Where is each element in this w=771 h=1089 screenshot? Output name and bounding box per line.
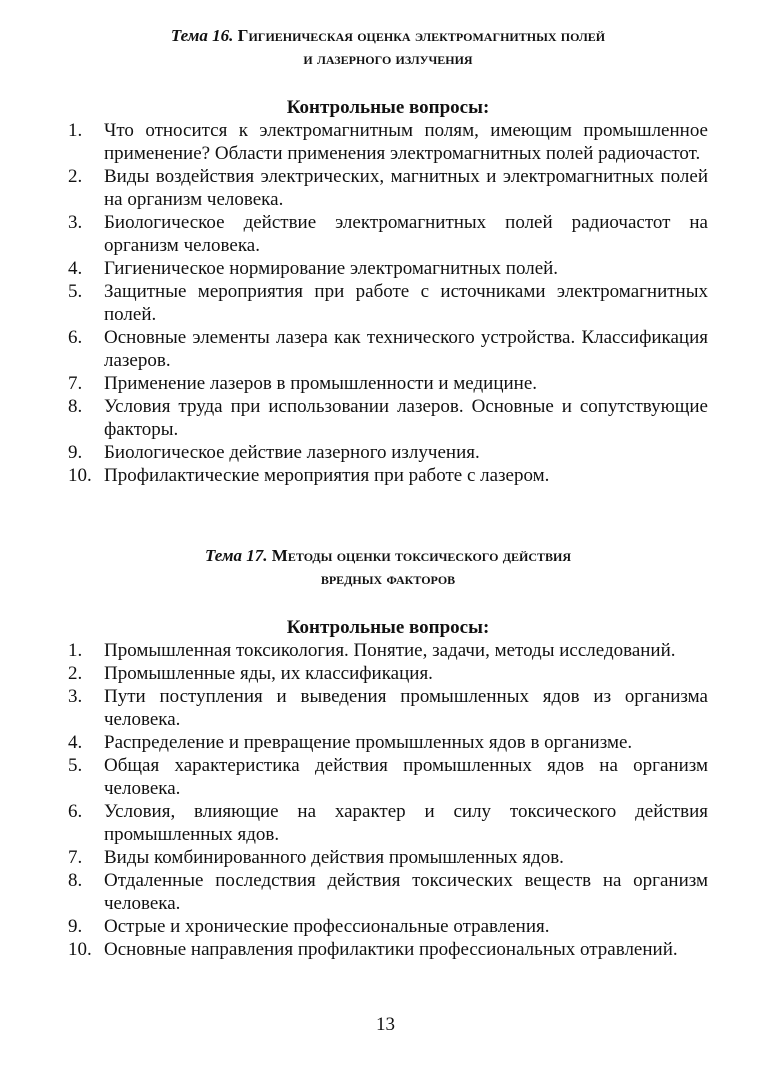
question-number: 6.	[68, 801, 83, 822]
question-item	[68, 915, 708, 938]
question-text: Основные элементы лазера как технического устройства. Классификация лазеров.	[104, 327, 708, 371]
topic-17-title	[68, 544, 708, 590]
question-text: Применение лазеров в промышленности и медицине.	[104, 373, 538, 394]
question-text: Общая характеристика действия промышленных ядов на организм человека.	[104, 755, 708, 799]
question-item	[68, 326, 708, 372]
topic-16-title-line2: и лазерного излучения	[303, 49, 473, 68]
question-text: Что относится к электромагнитным полям, имеющим промышленное применение? Области применения электромагнитных полей радиочастот.	[104, 120, 708, 164]
question-item	[68, 731, 708, 754]
topic-16-title-line1: Гигиеническая оценка электромагнитных полей	[237, 26, 606, 45]
question-text: Условия, влияющие на характер и силу токсического действия промышленных ядов.	[104, 801, 708, 845]
question-text: Отдаленные последствия действия токсических веществ на организм человека.	[104, 870, 708, 914]
topic-16-section	[68, 24, 708, 487]
topic-17-title-line1: Методы оценки токсического действия	[271, 546, 571, 565]
question-number: 5.	[68, 755, 83, 776]
question-number: 8.	[68, 870, 83, 891]
question-item	[68, 800, 708, 846]
question-item	[68, 662, 708, 685]
topic-17-questions-heading: Контрольные вопросы:	[286, 617, 490, 638]
question-item	[68, 441, 708, 464]
question-text: Промышленная токсикология. Понятие, задачи, методы исследований.	[104, 640, 676, 661]
question-item	[68, 685, 708, 731]
topic-16-question-list	[68, 119, 708, 487]
question-text: Профилактические мероприятия при работе с лазером.	[104, 465, 550, 486]
question-item	[68, 165, 708, 211]
question-number: 7.	[68, 847, 83, 868]
question-text: Условия труда при использовании лазеров. Основные и сопутствующие факторы.	[104, 396, 708, 440]
question-item	[68, 464, 708, 487]
question-text: Биологическое действие электромагнитных полей радиочастот на организм человека.	[104, 212, 708, 256]
question-text: Защитные мероприятия при работе с источниками электромагнитных полей.	[104, 281, 708, 325]
question-item	[68, 257, 708, 280]
topic-16-title	[68, 24, 708, 70]
question-number: 1.	[68, 120, 83, 141]
question-number: 9.	[68, 916, 83, 937]
question-text: Острые и хронические профессиональные отравления.	[104, 916, 550, 937]
question-number: 4.	[68, 258, 83, 279]
question-text: Биологическое действие лазерного излучения.	[104, 442, 480, 463]
question-text: Виды воздействия электрических, магнитных и электромагнитных полей на организм человека.	[104, 166, 708, 210]
question-number: 2.	[68, 663, 83, 684]
question-number: 7.	[68, 373, 83, 394]
question-number: 8.	[68, 396, 83, 417]
question-number: 1.	[68, 640, 83, 661]
question-item	[68, 639, 708, 662]
topic-17-lead: Тема 17.	[205, 546, 268, 565]
question-text: Распределение и превращение промышленных ядов в организме.	[104, 732, 633, 753]
question-number: 3.	[68, 212, 83, 233]
topic-17-question-list	[68, 639, 708, 961]
question-number: 2.	[68, 166, 83, 187]
question-text: Гигиеническое нормирование электромагнитных полей.	[104, 258, 559, 279]
question-item	[68, 280, 708, 326]
question-item	[68, 846, 708, 869]
question-number: 5.	[68, 281, 83, 302]
question-number: 6.	[68, 327, 83, 348]
question-item	[68, 754, 708, 800]
question-item	[68, 372, 708, 395]
topic-16-lead: Тема 16.	[170, 26, 234, 45]
topic-17-title-line2: вредных факторов	[320, 569, 456, 588]
question-number: 10.	[68, 939, 92, 960]
question-item	[68, 869, 708, 915]
question-item	[68, 938, 708, 961]
question-text: Виды комбинированного действия промышленных ядов.	[104, 847, 564, 868]
question-item	[68, 395, 708, 441]
topic-16-questions-heading: Контрольные вопросы:	[286, 97, 490, 118]
question-item	[68, 211, 708, 257]
question-item	[68, 119, 708, 165]
question-text: Промышленные яды, их классификация.	[104, 663, 433, 684]
question-number: 9.	[68, 442, 83, 463]
question-text: Пути поступления и выведения промышленных ядов из организма человека.	[104, 686, 708, 730]
question-number: 10.	[68, 465, 92, 486]
question-number: 4.	[68, 732, 83, 753]
question-number: 3.	[68, 686, 83, 707]
page-number: 13	[376, 1014, 395, 1035]
question-text: Основные направления профилактики профессиональных отравлений.	[104, 939, 678, 960]
topic-17-section	[68, 544, 708, 961]
